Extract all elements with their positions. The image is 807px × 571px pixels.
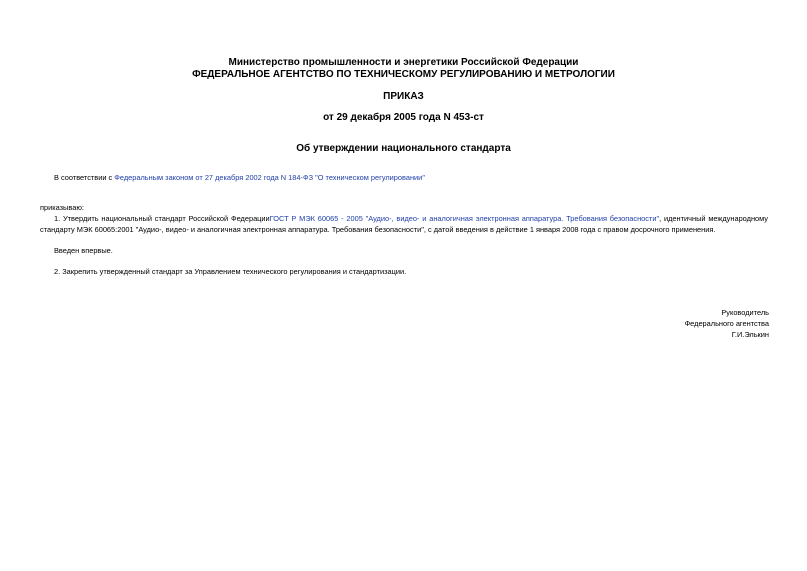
agency-title: ФЕДЕРАЛЬНОЕ АГЕНТСТВО ПО ТЕХНИЧЕСКОМУ РЕГУЛИРОВАНИЮ И МЕТРОЛОГИИ: [192, 69, 615, 80]
document-date-number: от 29 декабря 2005 года N 453-ст: [323, 112, 484, 123]
intro-note: Введен впервые.: [54, 246, 113, 255]
basis-prefix: В соответствии с: [54, 173, 115, 182]
gost-standard-link[interactable]: ГОСТ Р МЭК 60065 - 2005 "Аудио-, видео- и аналогичная электронная аппаратура. Требования безопасности": [269, 214, 660, 223]
order-word: приказываю:: [40, 203, 84, 212]
item2-paragraph: 2. Закрепить утвержденный стандарт за Управлением технического регулирования и стандартизации.: [54, 267, 407, 276]
ministry-title: Министерство промышленности и энергетики Российской Федерации: [228, 57, 579, 68]
signature-name: Г.И.Элькин: [731, 330, 769, 339]
signature-position: Руководитель: [721, 308, 769, 317]
item1-suffix: , идентичный международному стандарту МЭК 60065:2001 "Аудио-, видео- и аналогичная электронная аппаратура. Требования безопасности", с датой введения в действие 1 января 2008 года с правом досрочного применения.: [40, 214, 768, 234]
document-type: ПРИКАЗ: [383, 91, 424, 102]
basis-paragraph: [54, 172, 774, 183]
signature-organization: Федерального агентства: [684, 319, 769, 328]
item1-paragraph: [40, 213, 768, 235]
federal-law-link[interactable]: Федеральным законом от 27 декабря 2002 года N 184-ФЗ "О техническом регулировании": [114, 173, 425, 182]
item1-prefix: 1. Утвердить национальный стандарт Российской Федерации: [54, 214, 270, 223]
document-subject: Об утверждении национального стандарта: [296, 143, 511, 154]
